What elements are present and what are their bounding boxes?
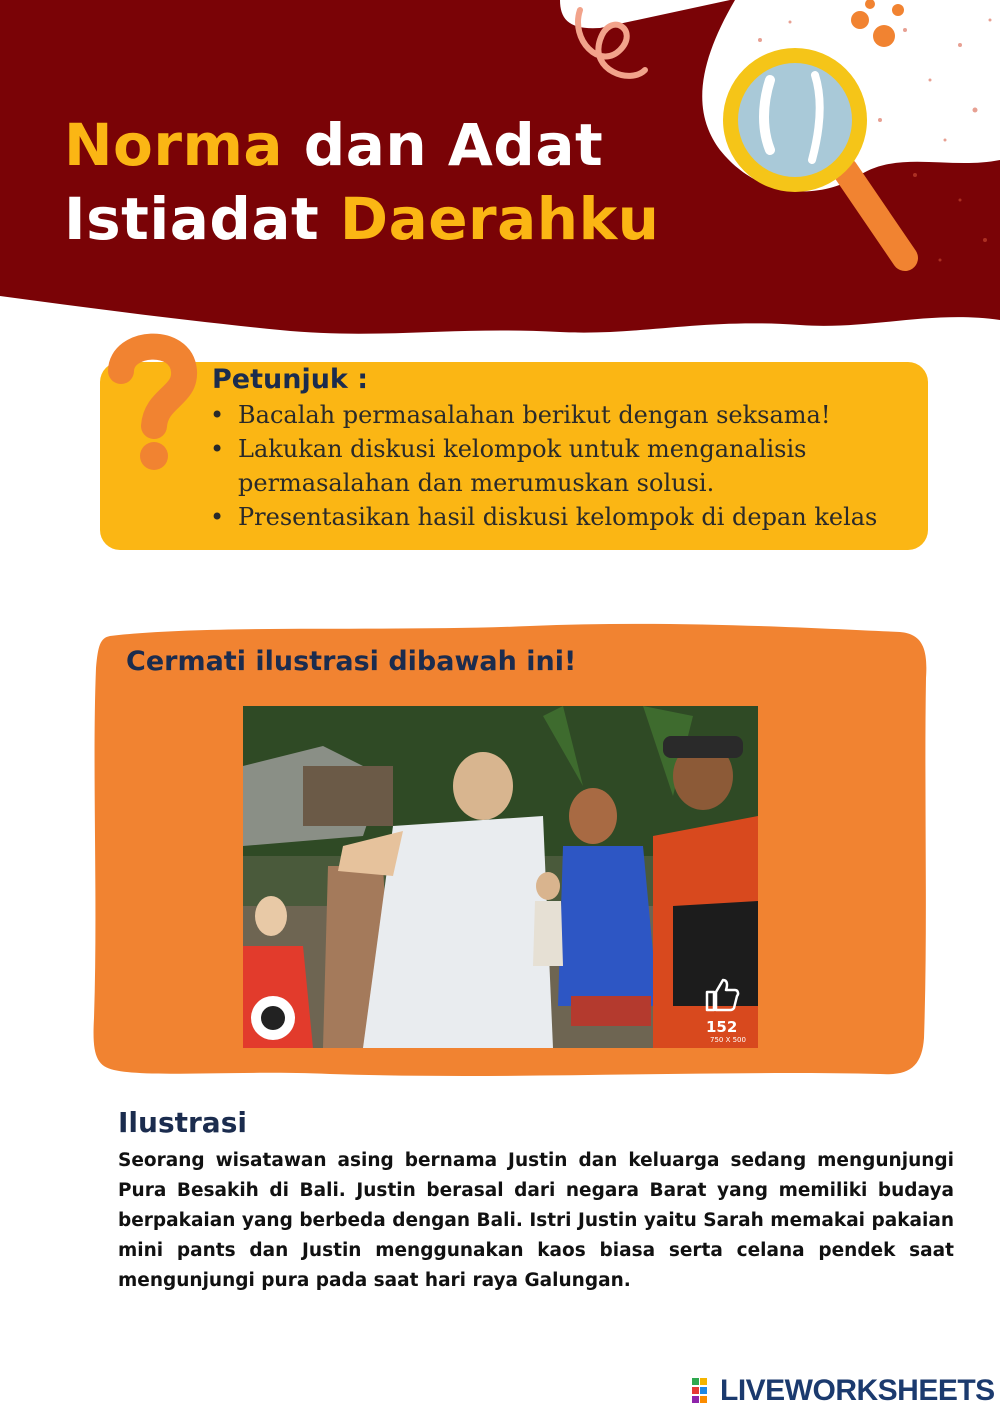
liveworksheets-logo [692, 1378, 716, 1404]
liveworksheets-brand[interactable] [692, 1374, 995, 1408]
instruction-list [210, 398, 928, 534]
story-heading: Ilustrasi [118, 1106, 247, 1139]
title-highlight-daerahku: Daerahku [339, 185, 660, 253]
illustration-photo [243, 706, 758, 1048]
instruction-item: • Bacalah permasalahan berikut dengan seksama! [210, 398, 928, 432]
title-text-istiadat: Istiadat [64, 185, 340, 253]
title-text-dan-adat: dan Adat [283, 111, 604, 179]
photo-dimensions: 750 X 500 [710, 1036, 746, 1044]
like-count: 152 [706, 1018, 738, 1036]
title-highlight-norma: Norma [64, 111, 284, 179]
magnifier-icon [700, 20, 940, 280]
page-title [64, 108, 764, 256]
instruction-item: • Presentasikan hasil diskusi kelompok di depan kelas [210, 500, 928, 534]
question-mark-icon [96, 326, 206, 476]
brand-name: LIVEWORKSHEETS [720, 1374, 995, 1407]
instruction-title: Petunjuk : [212, 364, 369, 395]
thumbs-up-icon[interactable] [701, 974, 741, 1014]
instruction-item: • Lakukan diskusi kelompok untuk menganalisis permasalahan dan merumuskan solusi. [210, 432, 928, 500]
illustration-instruction: Cermati ilustrasi dibawah ini! [126, 646, 577, 677]
story-text: Seorang wisatawan asing bernama Justin dan keluarga sedang mengunjungi Pura Besakih di Bali. Justin berasal dari negara Barat yang memiliki budaya berpakaian yang berbeda dengan Bali. Istri Justin yaitu Sarah memakai pakaian mini pants dan Justin menggunakan kaos biasa serta celana pendek saat mengunjungi pura pada saat hari raya Galungan. [118, 1150, 954, 1291]
